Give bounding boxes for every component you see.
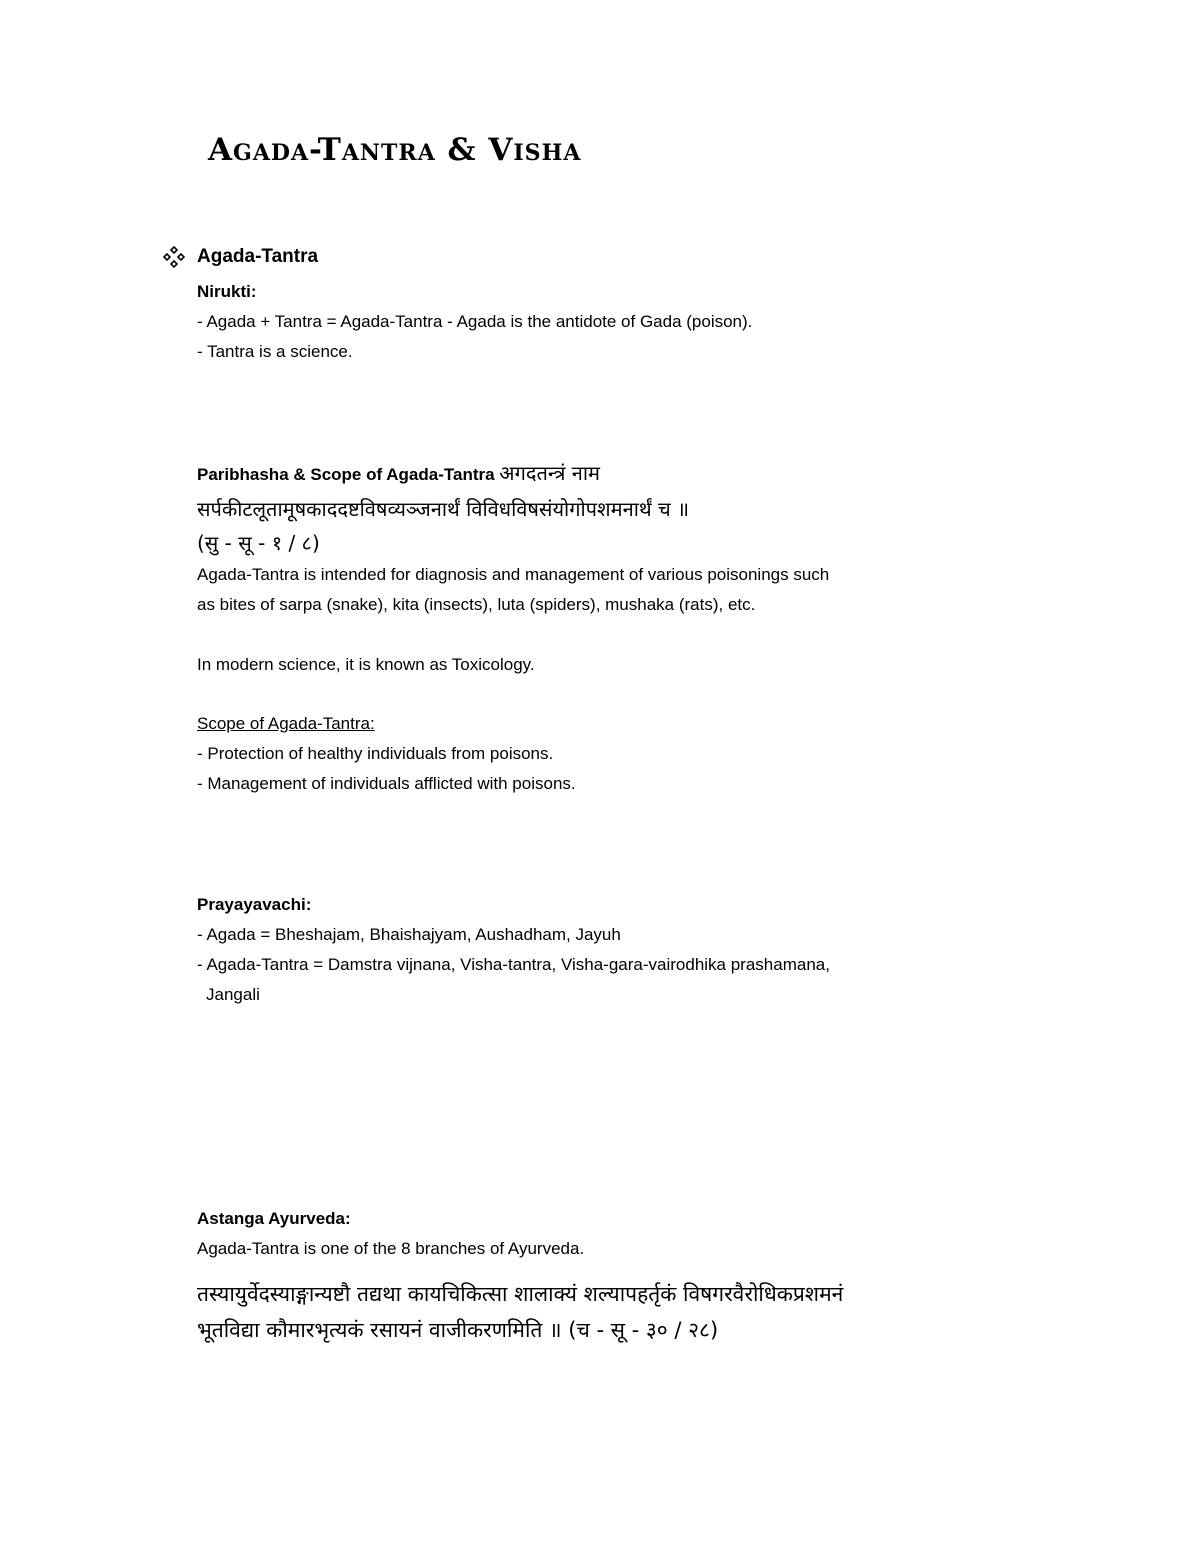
astanga-text: Agada-Tantra is one of the 8 branches of Ayurveda. xyxy=(197,1239,585,1258)
astanga-verse-line: तस्यायुर्वेदस्याङ्गान्यष्टौ तद्यथा कायचिकित्सा शालाक्यं शल्यापहर्तृकं विषगरवैरोधिकप्रशमनं xyxy=(197,1282,844,1306)
scope-item: - Management of individuals afflicted with poisons. xyxy=(197,774,576,793)
scope-item: - Protection of healthy individuals from poisons. xyxy=(197,744,554,763)
nirukti-block xyxy=(197,277,997,367)
prayayavachi-line: - Agada-Tantra = Damstra vijnana, Visha-tantra, Visha-gara-vairodhika prashamana, xyxy=(197,955,830,974)
paribhasha-sanskrit-line: सर्पकीटलूतामूषकाददष्टविषव्यञ्जनार्थं विविधविषसंयोगोपशमनार्थं च ॥ xyxy=(197,497,690,521)
paribhasha-sanskrit-inline: अगदतन्त्रं नाम xyxy=(499,461,600,485)
paribhasha-reference: (सु - सू - १ / ८) xyxy=(197,531,320,555)
paribhasha-block xyxy=(197,456,997,680)
nirukti-line: - Agada + Tantra = Agada-Tantra - Agada is the antidote of Gada (poison). xyxy=(197,312,753,331)
section-heading-label: Agada-Tantra xyxy=(197,246,319,267)
astanga-block xyxy=(197,1204,997,1348)
paribhasha-description-line: as bites of sarpa (snake), kita (insects), luta (spiders), mushaka (rats), etc. xyxy=(197,595,756,614)
paribhasha-heading-line xyxy=(197,456,997,492)
document-title: Agada-Tantra & Visha xyxy=(208,132,582,168)
prayayavachi-line: - Agada = Bheshajam, Bhaishajyam, Aushadham, Jayuh xyxy=(197,925,621,944)
prayayavachi-line-continued: Jangali xyxy=(206,985,260,1004)
section-heading xyxy=(163,246,318,268)
paribhasha-description-line: Agada-Tantra is intended for diagnosis and management of various poisonings such xyxy=(197,565,830,584)
nirukti-heading: Nirukti: xyxy=(197,282,257,301)
nirukti-line: - Tantra is a science. xyxy=(197,342,353,361)
four-diamond-bullet-icon xyxy=(163,246,185,268)
prayayavachi-block xyxy=(197,890,997,1010)
astanga-heading: Astanga Ayurveda: xyxy=(197,1209,351,1228)
astanga-verse-line: भूतविद्या कौमारभृत्यकं रसायनं वाजीकरणमिति ॥ (च - सू - ३० / २८) xyxy=(197,1318,719,1342)
scope-heading: Scope of Agada-Tantra: xyxy=(197,714,375,733)
paribhasha-heading: Paribhasha & Scope of Agada-Tantra xyxy=(197,465,495,484)
prayayavachi-heading: Prayayavachi: xyxy=(197,895,312,914)
modern-science-line: In modern science, it is known as Toxicology. xyxy=(197,655,535,674)
scope-block xyxy=(197,709,997,799)
